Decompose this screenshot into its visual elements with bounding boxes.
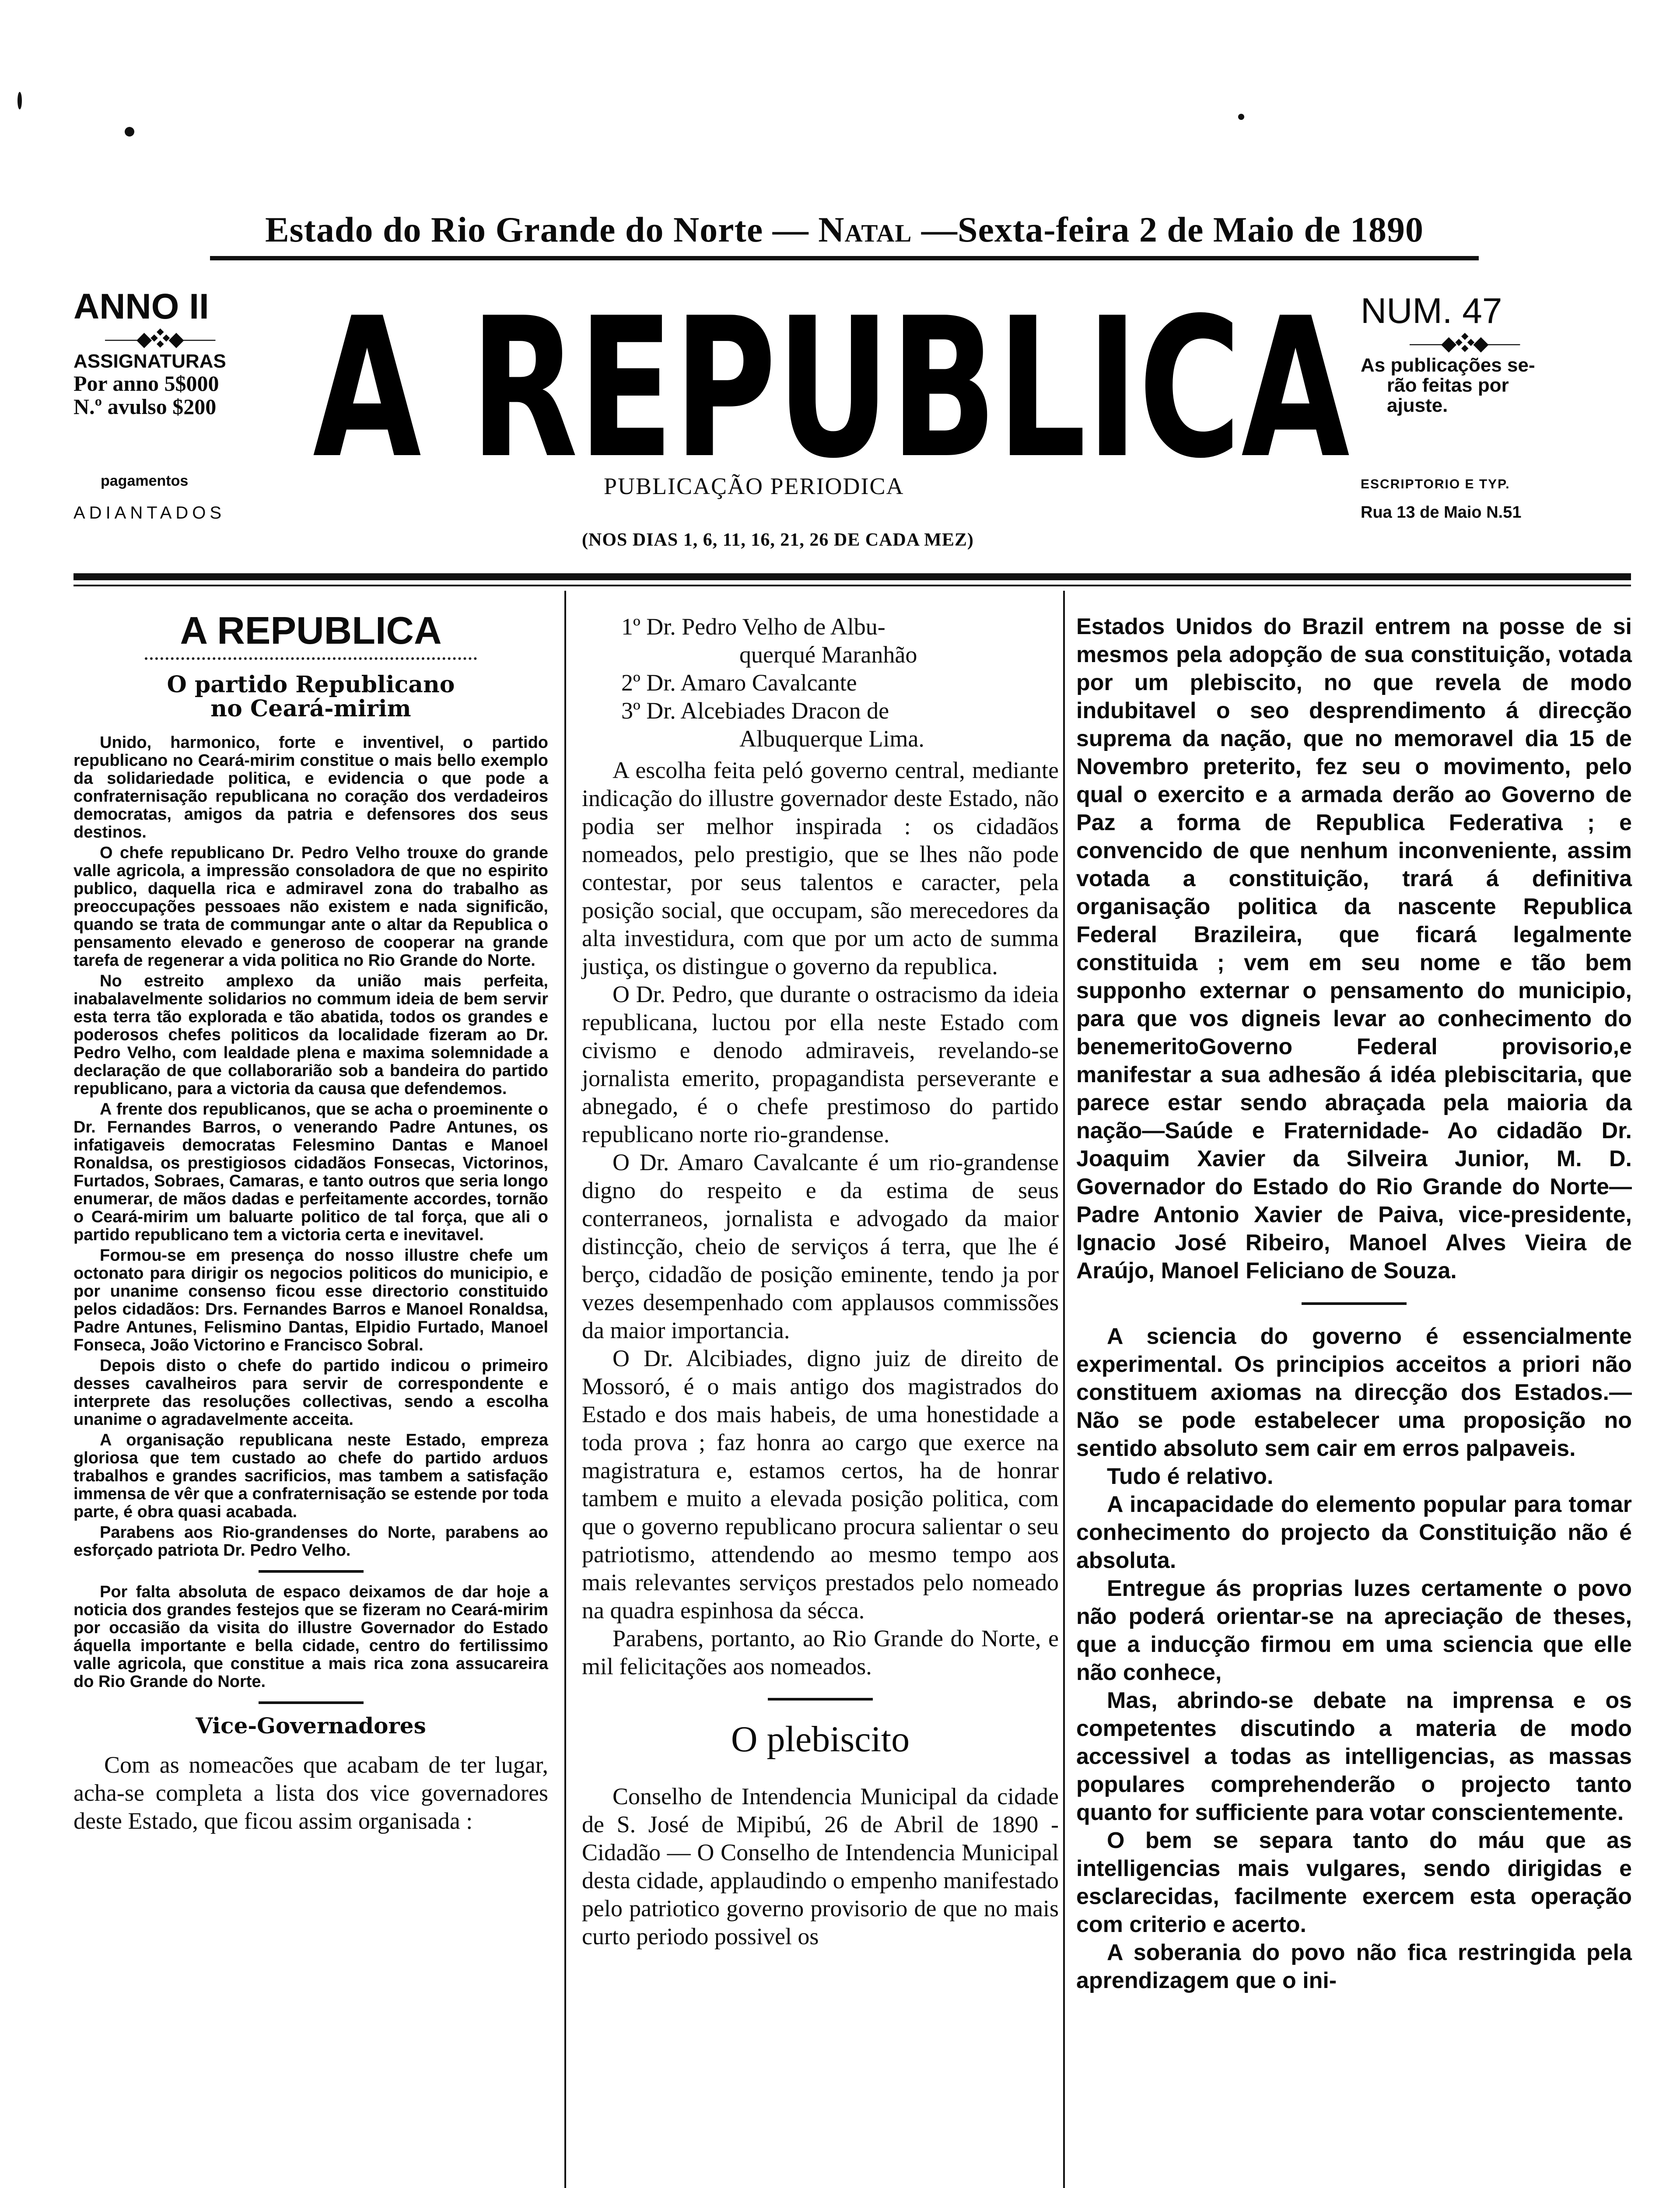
article-paragraph: Parabens, portanto, ao Rio Grande do Norte, e mil felicitações aos nomeados. bbox=[582, 1625, 1059, 1680]
article-paragraph: O chefe republicano Dr. Pedro Velho trouxe do grande valle agricola, a impressão consoladora de que no espirito publico, daquella rica e admiravel zona do trabalho as preoccupações pessoaes não existem e nada significão, quando se trata de commungar ante o altar da Republica o pensamento elevado e generoso de cooperar na grande tarefa de regenerar a vida politica no Rio Grande do Norte. bbox=[74, 844, 548, 970]
office-label: ESCRIPTORIO E TYP. bbox=[1361, 477, 1510, 491]
year-label: ANNO II bbox=[74, 287, 209, 326]
article-paragraph: O Dr. Pedro, que durante o ostracismo da ideia republicana, luctou por ella neste Estado com civismo e denodo admiraveis, revelando-se jornalista emerito, propagandista perseverante e abnegado, é o chefe prestimoso do partido republicano norte rio-grandense. bbox=[582, 981, 1059, 1147]
column-divider bbox=[564, 591, 566, 2188]
header-thin-rule bbox=[74, 585, 1631, 586]
price-year: Por anno 5$000 bbox=[74, 371, 219, 396]
article-separator bbox=[259, 1701, 364, 1704]
column-2 bbox=[582, 613, 1059, 1950]
dateline bbox=[210, 209, 1479, 250]
vice-governors-paragraph: Com as nomeacões que acabam de ter lugar, acha-se completa a lista dos vice governadores deste Estado, que ficou assim organisada : bbox=[74, 1751, 548, 1834]
issue-box bbox=[1361, 293, 1623, 416]
advance-label: ADIANTADOS bbox=[74, 503, 226, 522]
ink-speck bbox=[125, 127, 134, 137]
ornament-icon: ⸺◆❖◆⸺ bbox=[104, 328, 215, 350]
article-separator bbox=[768, 1698, 873, 1701]
list-item: 3º Dr. Alcebiades Dracon de bbox=[621, 698, 889, 724]
issue-number: NUM. 47 bbox=[1361, 291, 1502, 331]
ornament-icon: ⸺◆❖◆⸺ bbox=[1409, 332, 1519, 354]
article-paragraph: A sciencia do governo é essencialmente experimental. Os principios acceitos a priori não constituem axiomas na direcção dos Estados.—Não se pode estabelecer uma proposição no sentido absoluto sem cair em erros palpaveis. bbox=[1076, 1324, 1632, 1461]
dotted-divider bbox=[145, 657, 477, 660]
plebiscito-continuation: Estados Unidos do Brazil entrem na posse de si mesmos pela adopção de sua constituição, votada por um plebiscito, no que revela de modo indubitavel o seo desprendimento á direcção suprema da nação, que no memoravel dia 15 de Novembro preterito, fez seu o movimento, pelo qual o exercito e a armada derão ao Governo de Paz a forma de Republica Federativa ; e convencido de que nenhum inconveniente, assim votada a constituição, trará á definitiva organisação politica da nascente Republica Federal Brazileira, que ficará legalmente constituida ; vem em seu nome e tão bem supponho externar o pensamento do municipio, para que vos digneis levar ao conhecimento do benemeritoGoverno Federal provisorio,e manifestar a sua adhesão á idéa plebiscitaria, que parece estar sendo abraçada pela maioria da nação—Saúde e Fraternidade- Ao cidadão Dr. Joaquim Xavier da Silveira Junior, M. D. Governador do Estado do Rio Grande do Norte—Padre Antonio Xavier de Paiva, vice-presidente, Ignacio José Ribeiro, Manoel Alves Vieira de Araújo, Manoel Feliciano de Souza. bbox=[1076, 614, 1632, 1283]
payment-label: pagamentos bbox=[101, 473, 189, 489]
list-item-cont: querqué Maranhão bbox=[739, 642, 917, 668]
article-separator bbox=[1302, 1302, 1407, 1305]
column-divider bbox=[1063, 591, 1065, 2188]
dateline-rule bbox=[210, 256, 1479, 260]
section-title: A REPUBLICA bbox=[180, 609, 442, 652]
column-3 bbox=[1076, 613, 1632, 1995]
header-thick-rule bbox=[74, 573, 1631, 580]
article-headline bbox=[74, 673, 548, 721]
article-paragraph: Unido, harmonico, forte e inventivel, o partido republicano no Ceará-mirim constitue o mais bello exemplo da solidariedade politica, e evidencia o que pode a confraternisação republicana no coração dos verdadeiros democratas, amigos da patria e defensores dos seus destinos. bbox=[74, 733, 548, 842]
article-paragraph: Entregue ás proprias luzes certamente o povo não poderá orientar-se na apreciação de theses, que a inducção firmou em uma sciencia que elle não conhece, bbox=[1076, 1576, 1632, 1685]
headline-line-1: O partido Republicano bbox=[167, 671, 455, 698]
article-paragraph: O Dr. Alcibiades, digno juiz de direito de Mossoró, é o mais antigo dos magistrados do Estado e dos mais habeis, de uma honestidade a toda prova ; faz honra ao cargo que exerce na magistratura e, estamos certos, ha de honrar tambem e muito a elevada posição politica, com que o governo republicano procura salientar o seu patriotismo, attendendo ao mesmo tempo aos mais relevantes serviços prestados pelo nomeado na quadra espinhosa da sécca. bbox=[582, 1345, 1059, 1623]
column-1 bbox=[74, 608, 548, 1835]
masthead-title-text: A REPUBLICA bbox=[313, 277, 1351, 481]
article-paragraph: O Dr. Amaro Cavalcante é um rio-grandense digno do respeito e da estima de seus conterraneos, jornalista e advogado da maior distincção, cheio de serviços á terra, que lhe é berço, cidadão de posição eminente, tendo ja por vezes desempenhado com applausos commissões da maior importancia. bbox=[582, 1149, 1059, 1343]
publication-note-3: ajuste. bbox=[1387, 395, 1448, 417]
article-paragraph: O bem se separa tanto do máu que as intelligencias mais vulgares, sendo dirigidas e esclarecidas, facilmente exercem esta operação com criterio e acerto. bbox=[1076, 1828, 1632, 1937]
subscriptions-label: ASSIGNATURAS bbox=[74, 351, 226, 372]
dateline-city: Natal bbox=[818, 210, 912, 249]
subscription-box bbox=[74, 289, 301, 418]
ink-speck bbox=[1238, 114, 1244, 120]
article-paragraph: A escolha feita peló governo central, mediante indicação do illustre governador deste Estado, não podia ser melhor inspirada : os cidadãos nomeados, pelo prestigio, que se lhes não pode contestar, por seus talentos e caracter, pela posição social, que occupam, são merecedores da alta investidura, com que por um acto de summa justiça, os distingue o governo da republica. bbox=[582, 757, 1059, 979]
plebiscito-headline: O plebiscito bbox=[731, 1719, 910, 1760]
publication-type: PUBLICAÇÃO PERIODICA bbox=[604, 473, 904, 499]
list-item-cont: Albuquerque Lima. bbox=[739, 726, 924, 752]
publication-note-1: As publicações se- bbox=[1361, 354, 1535, 376]
vice-governors-headline: Vice-Governadores bbox=[196, 1713, 426, 1739]
ink-speck bbox=[18, 92, 22, 109]
masthead-title bbox=[306, 263, 1356, 481]
publication-note-2: rão feitas por bbox=[1387, 375, 1509, 396]
article-paragraph: A organisação republicana neste Estado, empreza gloriosa que tem custado ao chefe do partido arduos trabalhos e grandes sacrificios, mas tambem a satisfação immensa de vêr que a confraternisação se estende por toda parte, é obra quasi acabada. bbox=[74, 1431, 548, 1522]
article-separator bbox=[259, 1570, 364, 1573]
vice-governors-list bbox=[582, 613, 1059, 753]
dateline-date: —Sexta-feira 2 de Maio de 1890 bbox=[912, 210, 1424, 249]
article-paragraph: No estreito amplexo da união mais perfeita, inabalavelmente solidarios no commum ideia de bem servir esta terra tão explorada e tão abatida, todos os grandes e poderosos chefes politicos da localidade fizeram ao Dr. Pedro Velho, com lealdade plena e maxima solemnidade a declaração de que collaborarião sob a bandeira do partido republicano, para a victoria da causa que defendemos. bbox=[74, 972, 548, 1098]
headline-line-2: no Ceará-mirim bbox=[210, 695, 411, 722]
price-issue: N.º avulso $200 bbox=[74, 394, 217, 419]
article-paragraph: A incapacidade do elemento popular para tomar conhecimento do projecto da Constituição não é absoluta. bbox=[1076, 1492, 1632, 1573]
list-item: 2º Dr. Amaro Cavalcante bbox=[621, 670, 857, 696]
article-paragraph: Depois disto o chefe do partido indicou o primeiro desses cavalheiros para servir de correspondente e interprete das resoluções collectivas, sendo a escolha unanime o agradavelmente acceita. bbox=[74, 1357, 548, 1429]
article-paragraph: Formou-se em presença do nosso illustre chefe um octonato para dirigir os negocios politicos do municipio, e por unanime consenso ficou esse directorio constituido pelos cidadãos: Drs. Fernandes Barros e Manoel Ronaldsa, Padre Antunes, Felismino Dantas, Elpidio Furtado, Manoel Fonseca, João Victorino e Francisco Sobral. bbox=[74, 1246, 548, 1355]
article-paragraph: Mas, abrindo-se debate na imprensa e os competentes discutindo a materia de modo accessivel a todas as intelligencias, as massas populares comprehenderão o projecto tanto quanto for sufficiente para votar conscientemente. bbox=[1076, 1688, 1632, 1825]
notice-paragraph: Por falta absoluta de espaco deixamos de dar hoje a noticia dos grandes festejos que se fizeram no Ceará-mirim por occasião da visita do illustre Governador do Estado áquella importante e bella cidade, centro do fertilissimo valle agricola, que constitue a mais rica zona assucareira do Rio Grande do Norte. bbox=[74, 1583, 548, 1691]
article-paragraph: Tudo é relativo. bbox=[1107, 1464, 1274, 1489]
article-paragraph: Parabens aos Rio-grandenses do Norte, parabens ao esforçado patriota Dr. Pedro Velho. bbox=[74, 1523, 548, 1560]
plebiscito-paragraph: Conselho de Intendencia Municipal da cidade de S. José de Mipibú, 26 de Abril de 1890 - Cidadão — O Conselho de Intendencia Municipal desta cidade, applaudindo o empenho manifestado pelo patriotico governo provisorio de que no mais curto periodo possivel os bbox=[582, 1783, 1059, 1950]
article-paragraph: A soberania do povo não fica restringida pela aprendizagem que o ini- bbox=[1076, 1940, 1632, 1993]
office-address: Rua 13 de Maio N.51 bbox=[1361, 503, 1522, 522]
publication-days: (NOS DIAS 1, 6, 11, 16, 21, 26 DE CADA MEZ) bbox=[582, 530, 974, 550]
article-paragraph: A frente dos republicanos, que se acha o proeminente o Dr. Fernandes Barros, o venerando Padre Antunes, os infatigaveis democratas Felesmino Dantas e Manoel Ronaldsa, os prestigiosos cidadãos Fonsecas, Victorinos, Furtados, Sobraes, Camaras, e tanto outros que seria longo enumerar, de mãos dadas e perfeitamente accordes, tornão o Ceará-mirim um baluarte politico de tal força, que ali o partido republicano tem a victoria certa e inevitavel. bbox=[74, 1100, 548, 1245]
dateline-state: Estado do Rio Grande do Norte — bbox=[265, 210, 819, 249]
list-item: 1º Dr. Pedro Velho de Albu- bbox=[621, 614, 886, 640]
